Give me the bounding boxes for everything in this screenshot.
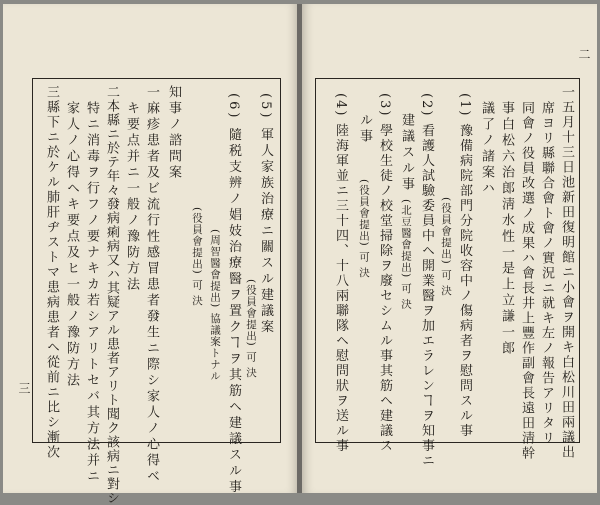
text-column: (5) 軍人家族治療ニ關スル建議案 [258,93,273,336]
text-column: (6) 隨税支辨ノ娼妓治療醫ヲ置クヿヲ其筋ヘ建議スル事 [226,93,241,496]
right-page [302,4,597,493]
text-column: 特ニ消毒ヲ行フノ要ナキカ若シアリトセバ其方法并ニ [84,101,99,485]
text-column: (1) 豫備病院部門分院收容中ノ傷病者ヲ慰問スル事 [457,93,472,439]
text-column: 同會ノ役員改選ノ成果ハ會長井上豐作副會長遠田淸幹 [519,101,534,461]
text-column: 席ヨリ縣聯合會ト會ノ實況ニ就キ左ノ報告アリタリ [539,101,554,446]
text-column: キ要点并ニ一般ノ豫防方法 [124,101,139,293]
text-column: 建議スル事 [399,113,414,193]
left-page-text-frame [32,78,281,505]
left-page [3,4,298,505]
right-page-text-frame [315,78,580,469]
text-column: (役員會提出) 可 決 [358,179,370,279]
text-column: (周智醫會提出) 協議案トナル [209,229,221,382]
text-column: 議了ノ諸案ハ [479,101,494,197]
text-column: (役員會提出) 可 決 [440,197,452,297]
text-column: (4) 陸海軍並ニ三十四、十八兩聯隊ヘ慰問狀ヲ送ル事 [333,93,348,454]
text-column: 三縣下ニ於ケル肺肝ヂストマ患病患者ヘ從前ニ比シ漸次 [44,85,59,460]
text-column: 一五月十三日池新田復明館ニ小會ヲ開キ白松川田兩議出 [559,85,574,460]
text-column: ル事 [357,113,372,145]
text-column: 家人ノ心得ヘキ要点及ヒ一般ノ豫防方法 [64,101,79,389]
right-page-folio: 二 [577,48,591,59]
book-spread [3,4,597,505]
text-column: (3) 學校生徒ノ校堂掃除ヲ廢セシムル事其筋ヘ建議ス [377,93,392,454]
text-column: (役員會提出) 可 決 [245,279,257,379]
text-column: 二本縣ニ於テ年々發病痢病又ハ其疑アル患者アリト聞ク該病ニ對シ [104,85,119,505]
text-column: 事白松六治郎淸水性一是上立謙一郎 [499,101,514,357]
text-column: 知事ノ諮問案 [166,85,181,181]
text-column: (役員會提出) 可 決 [191,207,203,307]
text-column: (2) 看護人試驗委員中ヘ開業醫ヲ加エラレンヿヲ知事ニ [419,93,434,469]
left-page-folio: 三 [17,382,31,393]
text-column: 一麻疹患者及ビ流行性感冒患者發生ニ際シ家人ノ心得ベ [144,85,159,485]
text-column: (北豆醫會提出) 可 決 [400,199,412,310]
